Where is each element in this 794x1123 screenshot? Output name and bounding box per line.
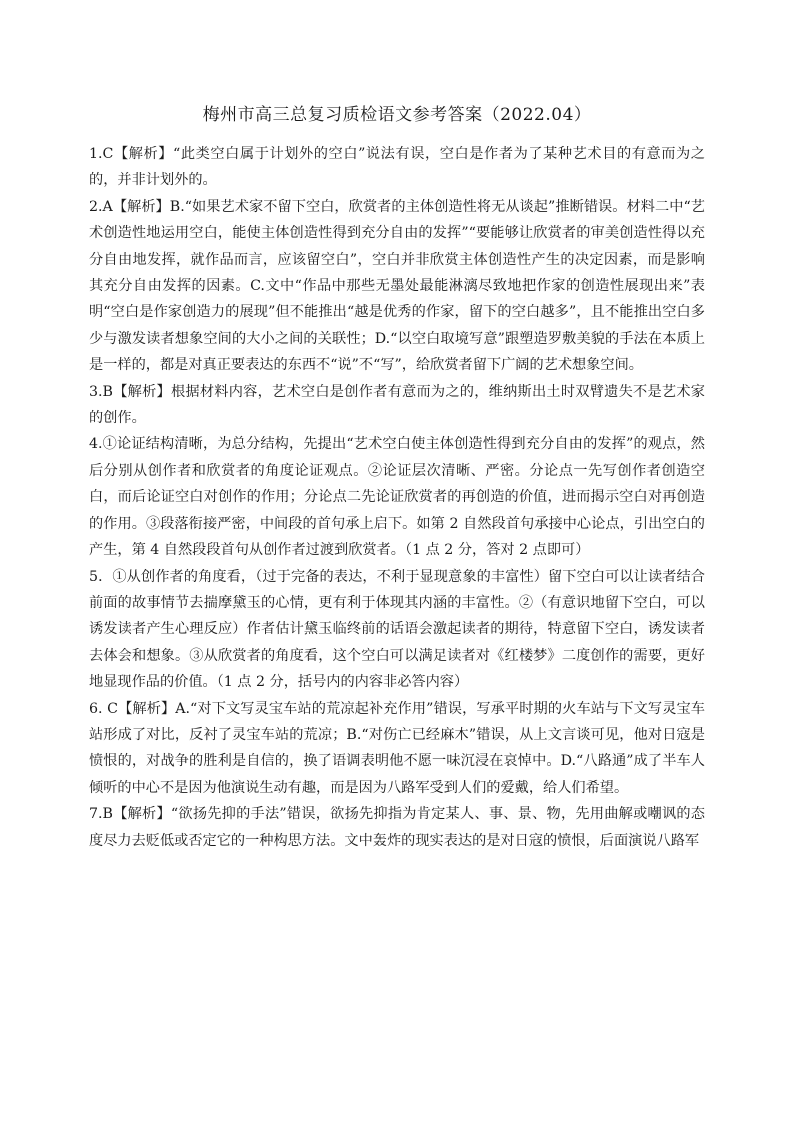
answer-item-1: 1.C【解析】“此类空白属于计划外的空白”说法有误，空白是作者为了某种艺术目的有意而为之的，并非计划外的。	[89, 146, 705, 189]
answer-item-6: 6. C【解析】A.“对下文写灵宝车站的荒凉起补充作用”错误，写承平时期的火车站与下文写灵宝车站形成了对比，反衬了灵宝车站的荒凉；B.“对伤亡已经麻木”错误，从上文言谈可见，他对日寇是愤恨的，对战争的胜利是自信的，换了语调表明他不愿一味沉浸在哀悼中。D.“八路通”成了半车人倾听的中心不是因为他演说生动有趣，而是因为八路军受到人们的爱戴，给人们希望。	[89, 700, 705, 796]
answer-list	[89, 141, 705, 854]
answer-item-4: 4.①论证结构清晰，为总分结构，先提出“艺术空白使主体创造性得到充分自由的发挥”的观点，然后分别从创作者和欣赏者的角度论证观点。②论证层次清晰、严密。分论点一先写创作者创造空白，而后论证空白对创作的作用；分论点二先论证欣赏者的再创造的价值，进而揭示空白对再创造的作用。③段落衔接严密，中间段的首句承上启下。如第 2 自然段首句承接中心论点，引出空白的产生，第 4 自然段段首句从创作者过渡到欣赏者。（1 点 2 分，答对 2 点即可）	[89, 436, 705, 559]
answer-item-7: 7.B【解析】“欲扬先抑的手法”错误，欲扬先抑指为肯定某人、事、景、物，先用曲解或嘲讽的态度尽力去贬低或否定它的一种构思方法。文中轰炸的现实表达的是对日寇的愤恨，后面演说八路军	[89, 806, 705, 849]
answer-item-3: 3.B【解析】根据材料内容，艺术空白是创作者有意而为之的，维纳斯出土时双臂遗失不是艺术家的创作。	[89, 383, 705, 427]
answer-item-5: 5．①从创作者的角度看，（过于完备的表达，不利于显现意象的丰富性）留下空白可以让读者结合前面的故事情节去揣摩黛玉的心情，更有利于体现其内涵的丰富性。②（有意识地留下空白，可以诱发读者产生心理反应）作者估计黛玉临终前的话语会激起读者的期待，特意留下空白，诱发读者去体会和想象。③从欣赏者的角度看，这个空白可以满足读者对《红楼梦》二度创作的需要，更好地显现作品的价值。（1 点 2 分，括号内的内容非必答内容）	[89, 568, 705, 691]
answer-item-2: 2.A【解析】B.“如果艺术家不留下空白，欣赏者的主体创造性将无从谈起”推断错误。材料二中“艺术创造性地运用空白，能使主体创造性得到充分自由的发挥”“要能够让欣赏者的审美创造性得以充分自由地发挥，就作品而言，应该留空白”，空白并非欣赏主体创造性产生的决定因素，而是影响其充分自由发挥的因素。C.文中“作品中那些无墨处最能淋漓尽致地把作家的创造性展现出来”表明“空白是作家创造力的展现”但不能推出“越是优秀的作家，留下的空白越多”，且不能推出空白多少与激发读者想象空间的大小之间的关联性；D.“以空白取境写意”跟塑造罗敷美貌的手法在本质上是一样的，都是对真正要表达的东西不“说”不“写”，给欣赏者留下广阔的艺术想象空间。	[89, 198, 705, 374]
document-title: 梅州市高三总复习质检语文参考答案（2022.04）	[202, 105, 592, 125]
